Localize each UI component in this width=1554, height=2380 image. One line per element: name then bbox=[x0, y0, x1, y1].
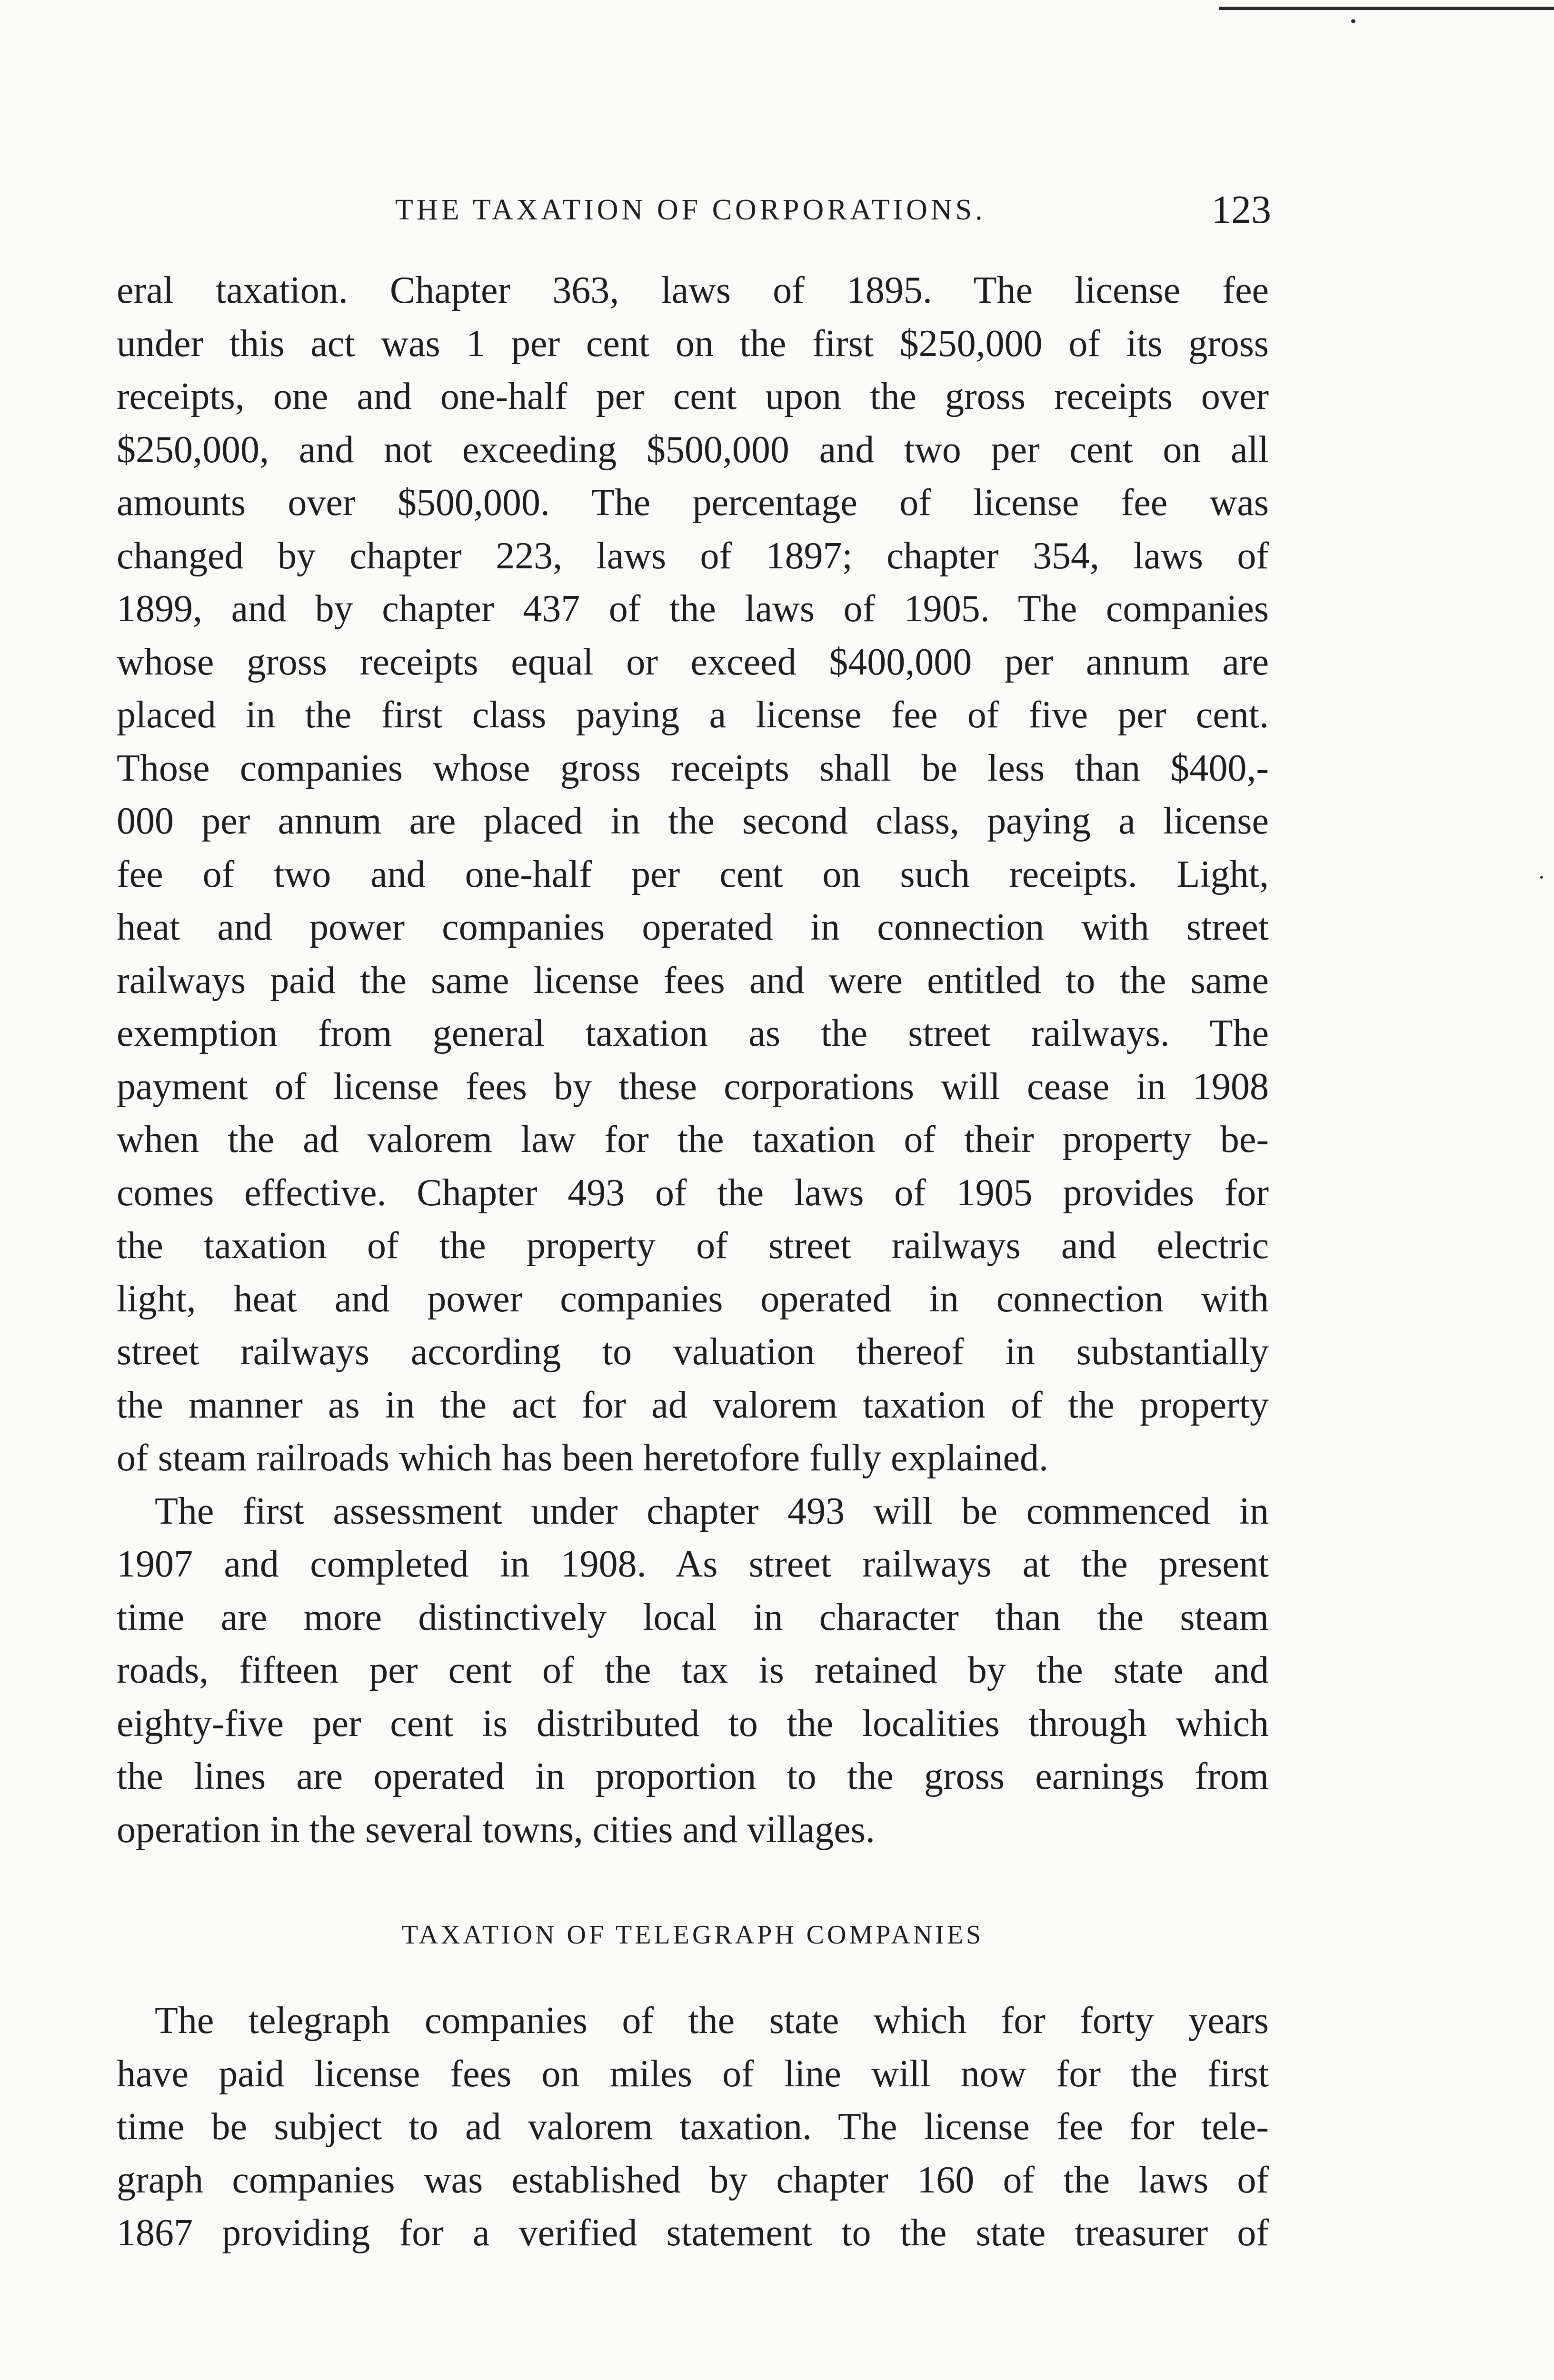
text-line: amounts over $500,000. The percentage of license fee was bbox=[117, 482, 1269, 524]
text-line: Those companies whose gross receipts shall be less than $400,- bbox=[117, 747, 1269, 789]
text-line: whose gross receipts equal or exceed $400,000 per annum are bbox=[117, 641, 1269, 683]
ink-speck bbox=[1540, 876, 1543, 879]
text-line: heat and power companies operated in connection with street bbox=[117, 906, 1269, 948]
text-line: operation in the several towns, cities and villages. bbox=[117, 1808, 875, 1851]
text-line: payment of license fees by these corporations will cease in 1908 bbox=[117, 1065, 1269, 1108]
text-line: time are more distinctively local in character than the steam bbox=[117, 1596, 1269, 1638]
text-line: the manner as in the act for ad valorem taxation of the property bbox=[117, 1384, 1269, 1426]
text-line: street railways according to valuation thereof in substantially bbox=[117, 1331, 1269, 1373]
text-line: The first assessment under chapter 493 will be commenced in bbox=[155, 1490, 1269, 1532]
ink-speck bbox=[1351, 19, 1355, 23]
text-line: under this act was 1 per cent on the first $250,000 of its gross bbox=[117, 322, 1269, 365]
text-line: receipts, one and one-half per cent upon the gross receipts over bbox=[117, 376, 1269, 417]
text-line: 1899, and by chapter 437 of the laws of 1905. The companies bbox=[117, 588, 1269, 630]
text-line: placed in the first class paying a license fee of five per cent. bbox=[117, 694, 1269, 736]
text-line: eighty-five per cent is distributed to the localities through which bbox=[117, 1702, 1269, 1745]
text-line: of steam railroads which has been heretofore fully explained. bbox=[117, 1437, 1049, 1479]
text-line: when the ad valorem law for the taxation of their property be- bbox=[117, 1119, 1269, 1160]
text-line: eral taxation. Chapter 363, laws of 1895. The license fee bbox=[117, 269, 1269, 311]
text-line: the lines are operated in proportion to the gross earnings from bbox=[117, 1755, 1269, 1797]
paragraph bbox=[117, 1485, 1269, 1857]
text-line: the taxation of the property of street railways and electric bbox=[117, 1225, 1269, 1267]
text-line: The telegraph companies of the state which for forty years bbox=[155, 2000, 1269, 2042]
text-line: have paid license fees on miles of line will now for the first bbox=[117, 2053, 1269, 2095]
text-line: graph companies was established by chapter 160 of the laws of bbox=[117, 2159, 1269, 2201]
text-line: 1867 providing for a verified statement to the state treasurer of bbox=[117, 2212, 1269, 2254]
text-line: roads, fifteen per cent of the tax is retained by the state and bbox=[117, 1649, 1269, 1691]
body-text bbox=[117, 264, 1269, 2260]
text-line: changed by chapter 223, laws of 1897; chapter 354, laws of bbox=[117, 535, 1269, 577]
text-line: light, heat and power companies operated in connection with bbox=[117, 1278, 1269, 1320]
text-line: time be subject to ad valorem taxation. The license fee for tele- bbox=[117, 2106, 1269, 2148]
text-line: 000 per annum are placed in the second class, paying a license bbox=[117, 800, 1269, 842]
text-line: fee of two and one-half per cent on such receipts. Light, bbox=[117, 853, 1269, 895]
paragraph bbox=[117, 1994, 1269, 2260]
running-title: THE TAXATION OF CORPORATIONS. bbox=[395, 194, 986, 226]
scan-edge-rule bbox=[1219, 7, 1554, 10]
text-line: $250,000, and not exceeding $500,000 and two per cent on all bbox=[117, 428, 1269, 471]
page-number: 123 bbox=[1211, 188, 1271, 232]
text-line: comes effective. Chapter 493 of the laws of 1905 provides for bbox=[117, 1171, 1269, 1214]
running-head bbox=[119, 189, 1271, 237]
text-line: 1907 and completed in 1908. As street railways at the present bbox=[117, 1543, 1269, 1585]
paragraph bbox=[117, 264, 1269, 1485]
text-line: railways paid the same license fees and were entitled to the same bbox=[117, 959, 1269, 1002]
section-heading: TAXATION OF TELEGRAPH COMPANIES bbox=[401, 1920, 984, 1950]
text-line: exemption from general taxation as the street railways. The bbox=[117, 1012, 1269, 1054]
